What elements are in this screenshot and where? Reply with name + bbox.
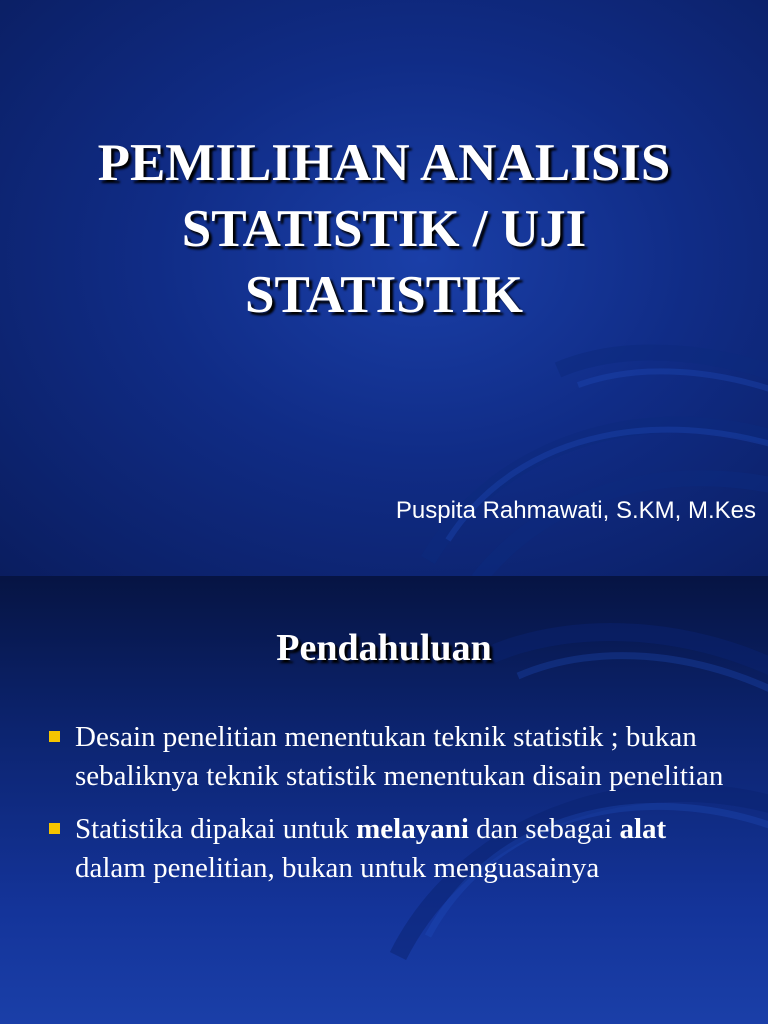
author-name: Puspita Rahmawati, S.KM, M.Kes [395,497,756,524]
title-line-2: STATISTIK / UJI [181,200,587,258]
slide-heading: Pendahuluan [276,627,492,669]
bullet-text: Desain penelitian menentukan teknik statistik ; bukan sebaliknya teknik statistik menentukan disain penelitian [75,721,724,792]
square-bullet-icon [49,823,60,834]
content-slide [0,576,768,1024]
title-line-1: PEMILIHAN ANALISIS [97,134,671,192]
bullet-text-part: Statistika dipakai untuk [75,813,357,845]
bullet-list [46,718,736,902]
bullet-text-part: dalam penelitian, bukan untuk menguasainya [75,852,600,884]
slide-title [30,130,738,328]
bullet-item [46,718,736,796]
bullet-text-part: dan sebagai [468,813,620,845]
bullet-item [46,810,736,888]
swirl-decoration [408,330,768,576]
bullet-emphasis: melayani [356,813,469,845]
title-line-3: STATISTIK [245,266,523,324]
bullet-emphasis: alat [619,813,667,845]
square-bullet-icon [49,731,60,742]
